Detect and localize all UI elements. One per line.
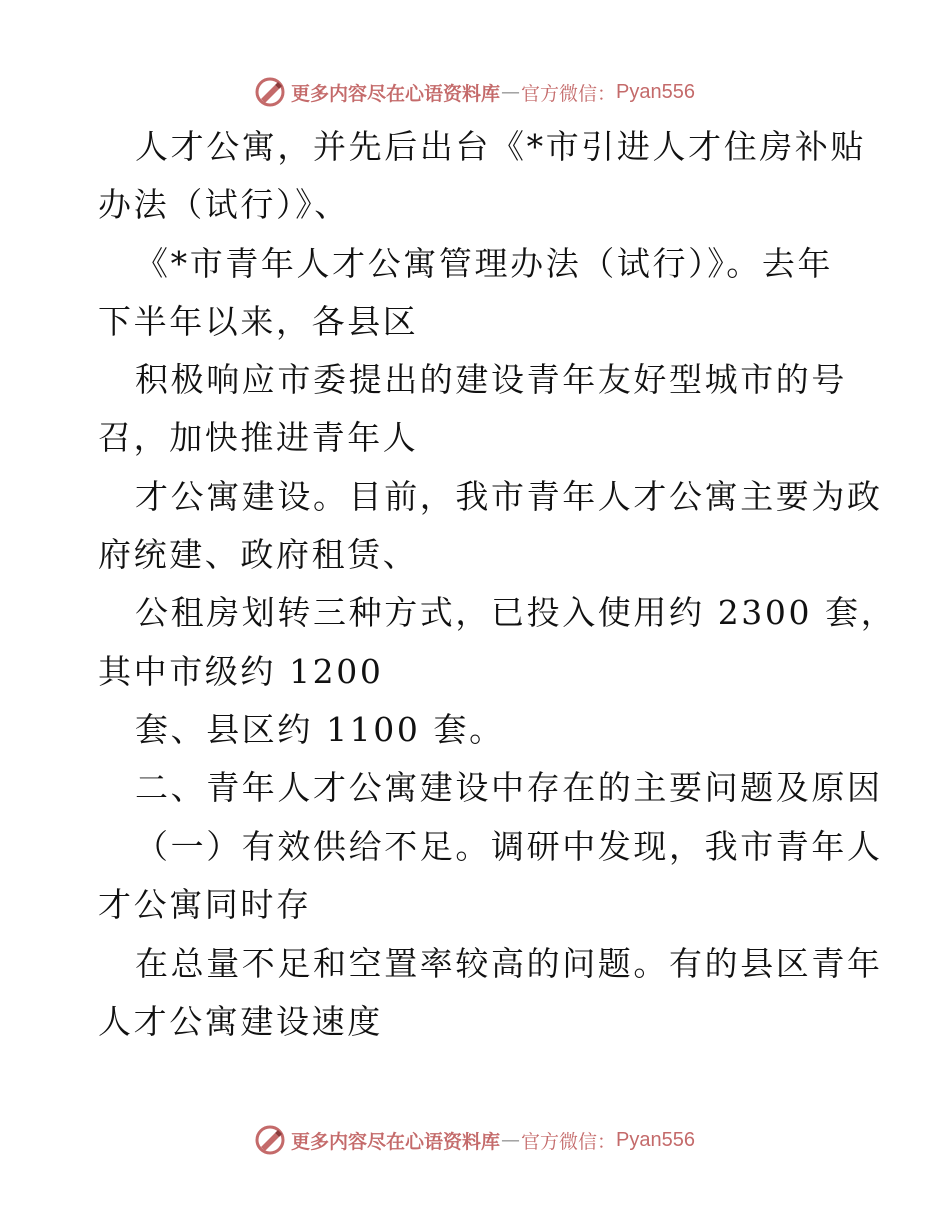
pen-logo-icon bbox=[255, 1125, 285, 1155]
body-line: 才公寓建设。目前，我市青年人才公寓主要为政 bbox=[135, 477, 883, 516]
pen-logo-icon bbox=[255, 77, 285, 107]
body-line: 下半年以来，各县区 bbox=[98, 302, 419, 341]
body-line: 人才公寓，并先后出台《*市引进人才住房补贴 bbox=[135, 127, 867, 166]
body-line: 府统建、政府租赁、 bbox=[98, 535, 419, 574]
footer-banner bbox=[0, 1120, 950, 1160]
banner-wechat-label: 官方微信： bbox=[521, 82, 617, 105]
body-line: 才公寓同时存 bbox=[98, 885, 312, 924]
body-line: 《*市青年人才公寓管理办法（试行）》。去年 bbox=[135, 244, 834, 283]
body-line: 其中市级约 1200 bbox=[98, 652, 384, 691]
body-line: 积极响应市委提出的建设青年友好型城市的号 bbox=[135, 360, 847, 399]
banner-dash: — bbox=[501, 81, 521, 103]
banner-wechat-id: Pyan556 bbox=[616, 1128, 695, 1151]
banner-wechat-id: Pyan556 bbox=[616, 80, 695, 103]
body-line: 办法（试行）》、 bbox=[98, 185, 350, 224]
body-line: 人才公寓建设速度 bbox=[98, 1002, 383, 1041]
banner-main-text: 更多内容尽在心语资料库 bbox=[291, 1130, 501, 1153]
body-line: 公租房划转三种方式，已投入使用约 2300 套， bbox=[135, 593, 897, 632]
body-line: （一）有效供给不足。调研中发现，我市青年人 bbox=[135, 827, 883, 866]
body-line: 套、县区约 1100 套。 bbox=[135, 710, 505, 749]
banner-dash: — bbox=[501, 1129, 521, 1151]
banner-wechat-label: 官方微信： bbox=[521, 1130, 617, 1153]
body-line: 在总量不足和空置率较高的问题。有的县区青年 bbox=[135, 944, 883, 983]
body-line: 二、青年人才公寓建设中存在的主要问题及原因 bbox=[135, 768, 883, 807]
header-banner bbox=[0, 72, 950, 112]
banner-main-text: 更多内容尽在心语资料库 bbox=[291, 82, 501, 105]
body-line: 召，加快推进青年人 bbox=[98, 418, 419, 457]
